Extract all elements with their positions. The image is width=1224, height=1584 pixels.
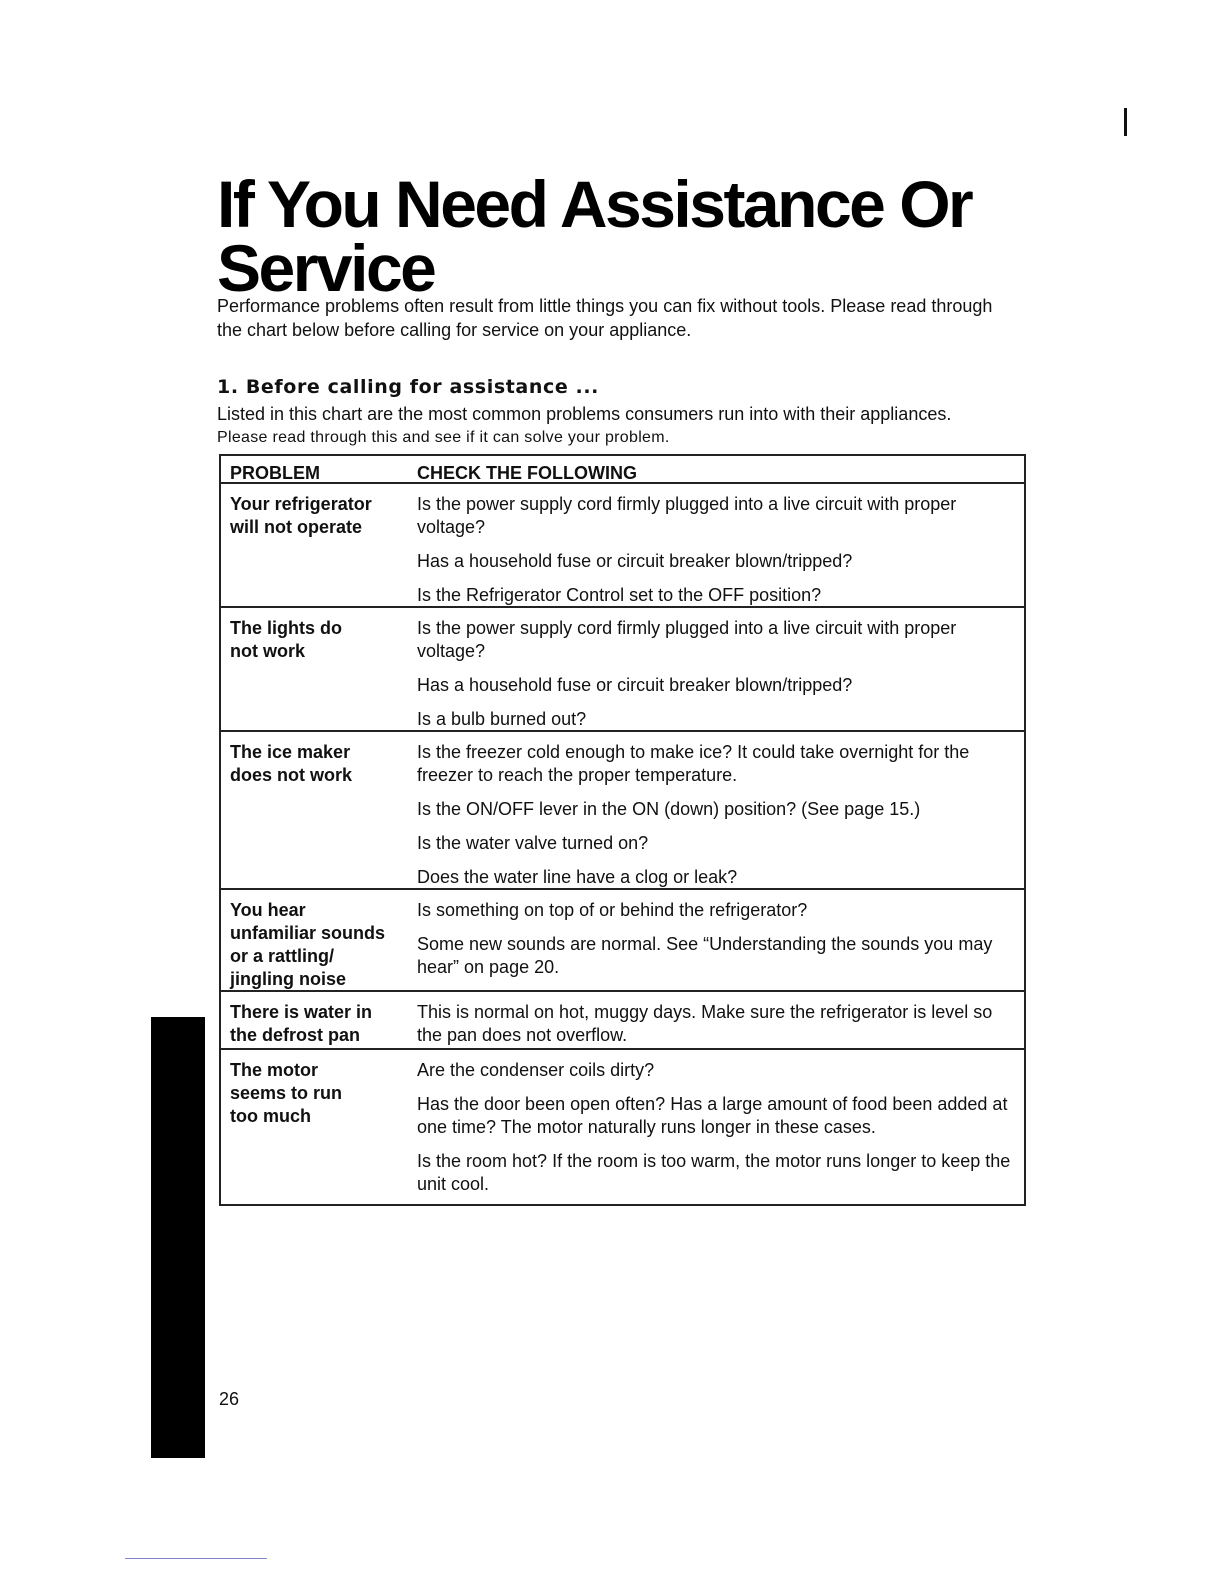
chart-lead-line-1: Listed in this chart are the most common problems consumers run into with their appliances. <box>217 404 952 424</box>
check-item: Is a bulb burned out? <box>417 709 587 729</box>
problem-cell: The lights do not work <box>230 618 342 661</box>
check-list <box>417 1059 1017 1207</box>
section-side-tab <box>151 1017 205 1458</box>
check-item: Is the power supply cord firmly plugged into a live circuit with proper voltage? <box>417 618 957 661</box>
check-item: Has the door been open often? Has a large amount of food been added at one time? The motor naturally runs longer in these cases. <box>417 1094 1008 1137</box>
table-row <box>221 888 1024 992</box>
check-item: Does the water line have a clog or leak? <box>417 867 738 887</box>
troubleshooting-chart <box>219 454 1026 1206</box>
check-item: Is the room hot? If the room is too warm, the motor runs longer to keep the unit cool. <box>417 1151 1011 1194</box>
problem-cell: Your refrigerator will not operate <box>230 494 372 537</box>
check-list <box>417 899 1017 990</box>
problem-cell: You hear unfamiliar sounds or a rattling/ jingling noise <box>230 900 386 989</box>
problem-cell: There is water in the defrost pan <box>230 1002 373 1045</box>
check-item: Is the ON/OFF lever in the ON (down) position? (See page 15.) <box>417 799 921 819</box>
problem-cell: The ice maker does not work <box>230 742 353 785</box>
page-title: If You Need Assistance Or Service <box>217 167 972 305</box>
check-item: Has a household fuse or circuit breaker blown/tripped? <box>417 551 853 571</box>
check-list <box>417 493 1017 618</box>
table-row <box>221 606 1024 732</box>
page-edge-mark <box>1124 108 1127 136</box>
intro-paragraph: Performance problems often result from little things you can fix without tools. Please read through the chart below before calling for service on your appliance. <box>217 296 993 340</box>
problem-cell: The motor seems to run too much <box>230 1060 343 1126</box>
section-heading: 1. Before calling for assistance ... <box>217 376 599 398</box>
bottom-rule <box>125 1558 267 1559</box>
problem-column-header: PROBLEM <box>230 463 320 483</box>
check-item: Has a household fuse or circuit breaker blown/tripped? <box>417 675 853 695</box>
check-item: Is something on top of or behind the refrigerator? <box>417 900 808 920</box>
check-item: This is normal on hot, muggy days. Make sure the refrigerator is level so the pan does not overflow. <box>417 1002 993 1045</box>
table-row <box>221 1048 1024 1206</box>
check-list <box>417 741 1017 900</box>
check-column-header: CHECK THE FOLLOWING <box>417 463 637 483</box>
table-row <box>221 484 1024 608</box>
check-item: Is the water valve turned on? <box>417 833 649 853</box>
table-row <box>221 730 1024 890</box>
table-row <box>221 990 1024 1050</box>
page-number: 26 <box>219 1389 240 1409</box>
chart-lead-line-2: Please read through this and see if it can solve your problem. <box>217 429 670 446</box>
check-list <box>417 617 1017 742</box>
check-item: Are the condenser coils dirty? <box>417 1060 655 1080</box>
check-item: Is the power supply cord firmly plugged into a live circuit with proper voltage? <box>417 494 957 537</box>
check-item: Is the freezer cold enough to make ice? It could take overnight for the freezer to reach the proper temperature. <box>417 742 970 785</box>
chart-header-row <box>219 454 1026 484</box>
check-item: Some new sounds are normal. See “Understanding the sounds you may hear” on page 20. <box>417 934 993 977</box>
check-item: Is the Refrigerator Control set to the OFF position? <box>417 585 822 605</box>
